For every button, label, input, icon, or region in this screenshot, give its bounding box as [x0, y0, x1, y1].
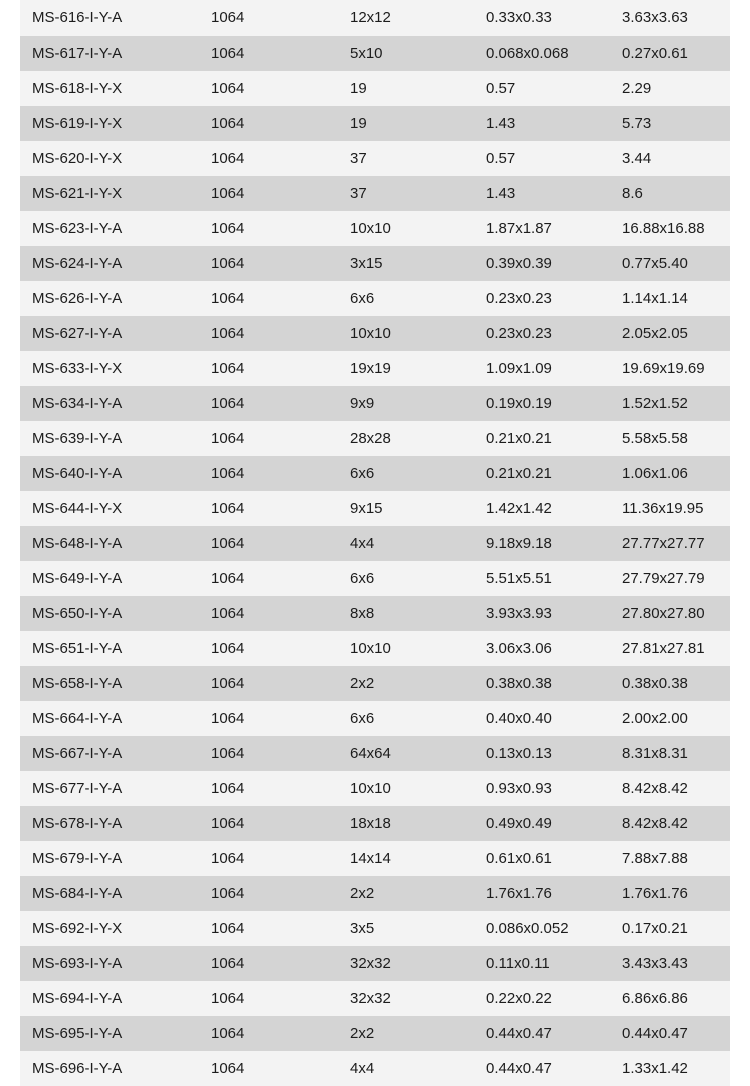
wavelength-cell: 1064 [211, 955, 245, 972]
pitch-cell: 0.44x0.47 [486, 1060, 552, 1077]
pitch-cell: 1.76x1.76 [486, 885, 552, 902]
size-cell: 8.31x8.31 [622, 745, 688, 762]
spec-table [20, 0, 730, 1086]
pitch-cell: 0.38x0.38 [486, 675, 552, 692]
array-cell: 32x32 [350, 955, 391, 972]
wavelength-cell: 1064 [211, 150, 245, 167]
pitch-cell: 0.33x0.33 [486, 9, 552, 26]
model-cell: MS-621-I-Y-X [32, 185, 123, 202]
wavelength-cell: 1064 [211, 9, 245, 26]
array-cell: 3x5 [350, 920, 375, 937]
array-cell: 9x15 [350, 500, 383, 517]
size-cell: 1.14x1.14 [622, 290, 688, 307]
wavelength-cell: 1064 [211, 395, 245, 412]
array-cell: 37 [350, 150, 367, 167]
size-cell: 8.42x8.42 [622, 815, 688, 832]
table-row [20, 911, 730, 946]
size-cell: 2.29 [622, 80, 652, 97]
pitch-cell: 9.18x9.18 [486, 535, 552, 552]
table-row [20, 841, 730, 876]
wavelength-cell: 1064 [211, 115, 245, 132]
size-cell: 1.33x1.42 [622, 1060, 688, 1077]
wavelength-cell: 1064 [211, 780, 245, 797]
pitch-cell: 0.44x0.47 [486, 1025, 552, 1042]
model-cell: MS-696-I-Y-A [32, 1060, 123, 1077]
array-cell: 19x19 [350, 360, 391, 377]
wavelength-cell: 1064 [211, 920, 245, 937]
pitch-cell: 0.21x0.21 [486, 430, 552, 447]
array-cell: 4x4 [350, 535, 375, 552]
table-row [20, 386, 730, 421]
wavelength-cell: 1064 [211, 255, 245, 272]
table-row [20, 456, 730, 491]
wavelength-cell: 1064 [211, 885, 245, 902]
table-row [20, 0, 730, 36]
pitch-cell: 1.09x1.09 [486, 360, 552, 377]
model-cell: MS-616-I-Y-A [32, 9, 123, 26]
model-cell: MS-679-I-Y-A [32, 850, 123, 867]
size-cell: 11.36x19.95 [622, 500, 704, 517]
pitch-cell: 5.51x5.51 [486, 570, 552, 587]
model-cell: MS-692-I-Y-X [32, 920, 123, 937]
array-cell: 4x4 [350, 1060, 375, 1077]
pitch-cell: 0.39x0.39 [486, 255, 552, 272]
size-cell: 2.00x2.00 [622, 710, 688, 727]
model-cell: MS-633-I-Y-X [32, 360, 123, 377]
wavelength-cell: 1064 [211, 80, 245, 97]
table-row [20, 141, 730, 176]
array-cell: 9x9 [350, 395, 375, 412]
pitch-cell: 1.43 [486, 185, 516, 202]
wavelength-cell: 1064 [211, 850, 245, 867]
size-cell: 6.86x6.86 [622, 990, 688, 1007]
wavelength-cell: 1064 [211, 745, 245, 762]
pitch-cell: 0.086x0.052 [486, 920, 569, 937]
pitch-cell: 0.13x0.13 [486, 745, 552, 762]
array-cell: 10x10 [350, 325, 391, 342]
model-cell: MS-695-I-Y-A [32, 1025, 123, 1042]
wavelength-cell: 1064 [211, 1060, 245, 1077]
model-cell: MS-651-I-Y-A [32, 640, 123, 657]
model-cell: MS-623-I-Y-A [32, 220, 123, 237]
size-cell: 19.69x19.69 [622, 360, 705, 377]
model-cell: MS-626-I-Y-A [32, 290, 123, 307]
table-row [20, 631, 730, 666]
array-cell: 37 [350, 185, 367, 202]
table-row [20, 561, 730, 596]
table-row [20, 316, 730, 351]
wavelength-cell: 1064 [211, 220, 245, 237]
array-cell: 64x64 [350, 745, 391, 762]
pitch-cell: 0.19x0.19 [486, 395, 552, 412]
wavelength-cell: 1064 [211, 815, 245, 832]
wavelength-cell: 1064 [211, 535, 245, 552]
model-cell: MS-620-I-Y-X [32, 150, 123, 167]
model-cell: MS-650-I-Y-A [32, 605, 123, 622]
model-cell: MS-649-I-Y-A [32, 570, 123, 587]
table-row [20, 491, 730, 526]
model-cell: MS-693-I-Y-A [32, 955, 123, 972]
table-row [20, 36, 730, 71]
size-cell: 27.79x27.79 [622, 570, 705, 587]
table-row [20, 596, 730, 631]
model-cell: MS-667-I-Y-A [32, 745, 123, 762]
model-cell: MS-644-I-Y-X [32, 500, 123, 517]
wavelength-cell: 1064 [211, 325, 245, 342]
array-cell: 19 [350, 115, 367, 132]
table-row [20, 946, 730, 981]
size-cell: 2.05x2.05 [622, 325, 688, 342]
pitch-cell: 0.61x0.61 [486, 850, 552, 867]
size-cell: 27.80x27.80 [622, 605, 705, 622]
model-cell: MS-617-I-Y-A [32, 45, 123, 62]
model-cell: MS-634-I-Y-A [32, 395, 123, 412]
size-cell: 16.88x16.88 [622, 220, 705, 237]
model-cell: MS-624-I-Y-A [32, 255, 123, 272]
table-row [20, 1051, 730, 1086]
wavelength-cell: 1064 [211, 290, 245, 307]
table-row [20, 701, 730, 736]
model-cell: MS-694-I-Y-A [32, 990, 123, 1007]
wavelength-cell: 1064 [211, 605, 245, 622]
table-row [20, 421, 730, 456]
table-row [20, 71, 730, 106]
pitch-cell: 0.57 [486, 150, 516, 167]
size-cell: 0.27x0.61 [622, 45, 688, 62]
array-cell: 32x32 [350, 990, 391, 1007]
pitch-cell: 3.06x3.06 [486, 640, 552, 657]
size-cell: 27.81x27.81 [622, 640, 705, 657]
table-row [20, 1016, 730, 1051]
size-cell: 1.52x1.52 [622, 395, 688, 412]
model-cell: MS-639-I-Y-A [32, 430, 123, 447]
table-row [20, 806, 730, 841]
size-cell: 27.77x27.77 [622, 535, 705, 552]
array-cell: 6x6 [350, 570, 375, 587]
wavelength-cell: 1064 [211, 675, 245, 692]
table-row [20, 351, 730, 386]
size-cell: 3.63x3.63 [622, 9, 688, 26]
table-row [20, 736, 730, 771]
size-cell: 0.17x0.21 [622, 920, 688, 937]
pitch-cell: 1.42x1.42 [486, 500, 552, 517]
pitch-cell: 1.87x1.87 [486, 220, 552, 237]
array-cell: 19 [350, 80, 367, 97]
pitch-cell: 0.57 [486, 80, 516, 97]
array-cell: 6x6 [350, 710, 375, 727]
table-row [20, 106, 730, 141]
pitch-cell: 0.49x0.49 [486, 815, 552, 832]
array-cell: 10x10 [350, 220, 391, 237]
wavelength-cell: 1064 [211, 430, 245, 447]
model-cell: MS-664-I-Y-A [32, 710, 123, 727]
pitch-cell: 0.22x0.22 [486, 990, 552, 1007]
wavelength-cell: 1064 [211, 990, 245, 1007]
pitch-cell: 0.068x0.068 [486, 45, 569, 62]
pitch-cell: 1.43 [486, 115, 516, 132]
array-cell: 8x8 [350, 605, 375, 622]
model-cell: MS-627-I-Y-A [32, 325, 123, 342]
array-cell: 14x14 [350, 850, 391, 867]
wavelength-cell: 1064 [211, 640, 245, 657]
wavelength-cell: 1064 [211, 45, 245, 62]
size-cell: 3.43x3.43 [622, 955, 688, 972]
array-cell: 10x10 [350, 640, 391, 657]
wavelength-cell: 1064 [211, 1025, 245, 1042]
wavelength-cell: 1064 [211, 360, 245, 377]
model-cell: MS-684-I-Y-A [32, 885, 123, 902]
pitch-cell: 3.93x3.93 [486, 605, 552, 622]
array-cell: 3x15 [350, 255, 383, 272]
table-row [20, 771, 730, 806]
wavelength-cell: 1064 [211, 710, 245, 727]
size-cell: 5.58x5.58 [622, 430, 688, 447]
size-cell: 1.76x1.76 [622, 885, 688, 902]
pitch-cell: 0.40x0.40 [486, 710, 552, 727]
model-cell: MS-678-I-Y-A [32, 815, 123, 832]
array-cell: 18x18 [350, 815, 391, 832]
size-cell: 3.44 [622, 150, 652, 167]
size-cell: 0.77x5.40 [622, 255, 688, 272]
array-cell: 2x2 [350, 885, 375, 902]
table-row [20, 526, 730, 561]
array-cell: 10x10 [350, 780, 391, 797]
pitch-cell: 0.23x0.23 [486, 290, 552, 307]
size-cell: 7.88x7.88 [622, 850, 688, 867]
wavelength-cell: 1064 [211, 185, 245, 202]
pitch-cell: 0.11x0.11 [486, 955, 550, 972]
array-cell: 6x6 [350, 465, 375, 482]
model-cell: MS-618-I-Y-X [32, 80, 123, 97]
wavelength-cell: 1064 [211, 570, 245, 587]
array-cell: 12x12 [350, 9, 391, 26]
model-cell: MS-640-I-Y-A [32, 465, 123, 482]
size-cell: 8.42x8.42 [622, 780, 688, 797]
pitch-cell: 0.21x0.21 [486, 465, 552, 482]
array-cell: 28x28 [350, 430, 391, 447]
table-row [20, 176, 730, 211]
size-cell: 5.73 [622, 115, 652, 132]
model-cell: MS-619-I-Y-X [32, 115, 123, 132]
pitch-cell: 0.93x0.93 [486, 780, 552, 797]
array-cell: 2x2 [350, 1025, 375, 1042]
size-cell: 8.6 [622, 185, 643, 202]
model-cell: MS-658-I-Y-A [32, 675, 123, 692]
array-cell: 5x10 [350, 45, 383, 62]
table-row [20, 246, 730, 281]
table-row [20, 876, 730, 911]
wavelength-cell: 1064 [211, 465, 245, 482]
wavelength-cell: 1064 [211, 500, 245, 517]
array-cell: 2x2 [350, 675, 375, 692]
table-row [20, 211, 730, 246]
table-row [20, 666, 730, 701]
array-cell: 6x6 [350, 290, 375, 307]
model-cell: MS-677-I-Y-A [32, 780, 123, 797]
model-cell: MS-648-I-Y-A [32, 535, 123, 552]
table-row [20, 981, 730, 1016]
size-cell: 1.06x1.06 [622, 465, 688, 482]
size-cell: 0.44x0.47 [622, 1025, 688, 1042]
size-cell: 0.38x0.38 [622, 675, 688, 692]
pitch-cell: 0.23x0.23 [486, 325, 552, 342]
table-row [20, 281, 730, 316]
